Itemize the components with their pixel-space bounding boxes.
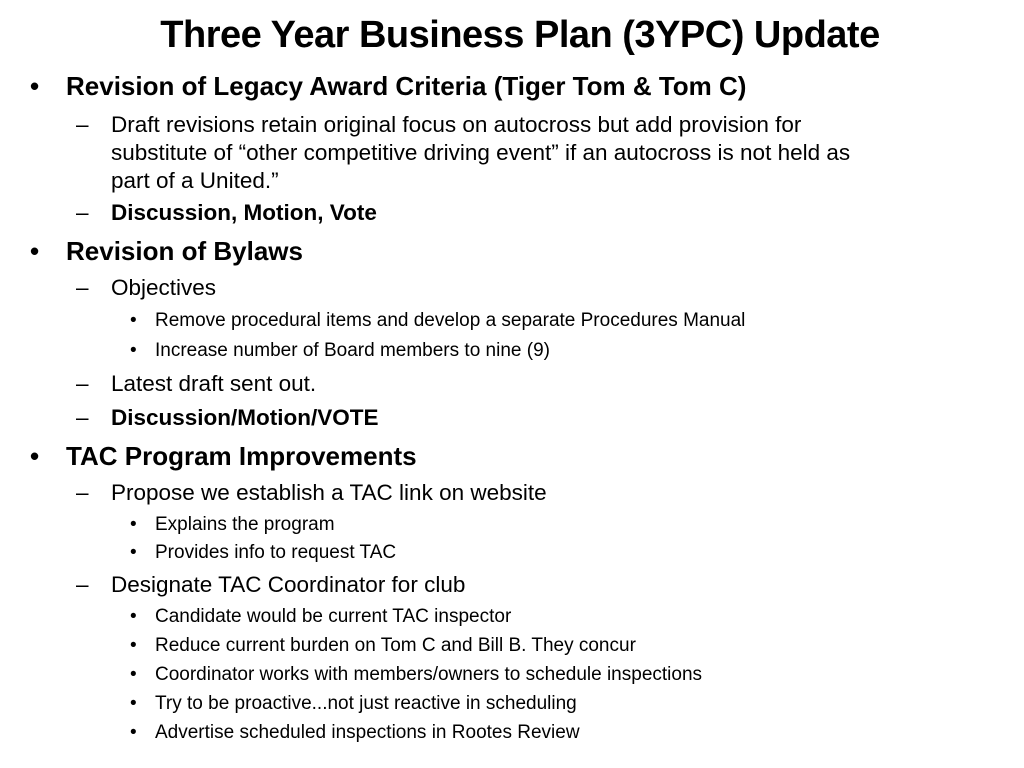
sub-item-text: Advertise scheduled inspections in Rootes Review <box>155 722 580 743</box>
sub-item-text: Try to be proactive...not just reactive in scheduling <box>155 693 577 714</box>
list-item-text: Propose we establish a TAC link on website <box>111 480 547 505</box>
dash-icon: – <box>76 200 89 225</box>
dash-icon: – <box>76 405 89 430</box>
bullet-icon: • <box>130 340 137 361</box>
sub-item-text: Candidate would be current TAC inspector <box>155 606 512 627</box>
dash-icon: – <box>76 480 89 505</box>
dash-icon: – <box>76 572 89 597</box>
dash-icon: – <box>76 371 89 396</box>
sub-item-text: Remove procedural items and develop a separate Procedures Manual <box>155 310 746 331</box>
bullet-icon: • <box>30 441 40 471</box>
bullet-icon: • <box>130 635 137 656</box>
section-heading-text: Revision of Legacy Award Criteria (Tiger Tom & Tom C) <box>66 71 747 101</box>
list-item-text: Designate TAC Coordinator for club <box>111 572 466 597</box>
slide-title: Three Year Business Plan (3YPC) Update <box>160 14 880 56</box>
bullet-icon: • <box>130 310 137 331</box>
section-heading-text: Revision of Bylaws <box>66 236 303 266</box>
list-item-text: Latest draft sent out. <box>111 371 317 396</box>
sub-item-text: Provides info to request TAC <box>155 542 397 563</box>
list-item-text: Discussion/Motion/VOTE <box>111 405 379 430</box>
bullet-icon: • <box>130 693 137 714</box>
dash-icon: – <box>76 275 89 300</box>
dash-icon: – <box>76 112 89 137</box>
list-item-text: Objectives <box>111 275 217 300</box>
bullet-icon: • <box>130 722 137 743</box>
bullet-icon: • <box>30 236 40 266</box>
bullet-icon: • <box>130 542 137 563</box>
sub-item-text: Coordinator works with members/owners to schedule inspections <box>155 664 703 685</box>
bullet-icon: • <box>30 71 40 101</box>
bullet-icon: • <box>130 606 137 627</box>
list-item-text: Discussion, Motion, Vote <box>111 200 377 225</box>
list-item-text: part of a United.” <box>111 168 279 193</box>
bullet-icon: • <box>130 664 137 685</box>
sub-item-text: Explains the program <box>155 514 335 535</box>
sub-item-text: Reduce current burden on Tom C and Bill B. They concur <box>155 635 636 656</box>
bullet-icon: • <box>130 514 137 535</box>
list-item-text: Draft revisions retain original focus on autocross but add provision for <box>111 112 802 137</box>
list-item-text: substitute of “other competitive driving event” if an autocross is not held as <box>111 140 851 165</box>
section-heading-text: TAC Program Improvements <box>66 441 417 471</box>
sub-item-text: Increase number of Board members to nine (9) <box>155 340 550 361</box>
